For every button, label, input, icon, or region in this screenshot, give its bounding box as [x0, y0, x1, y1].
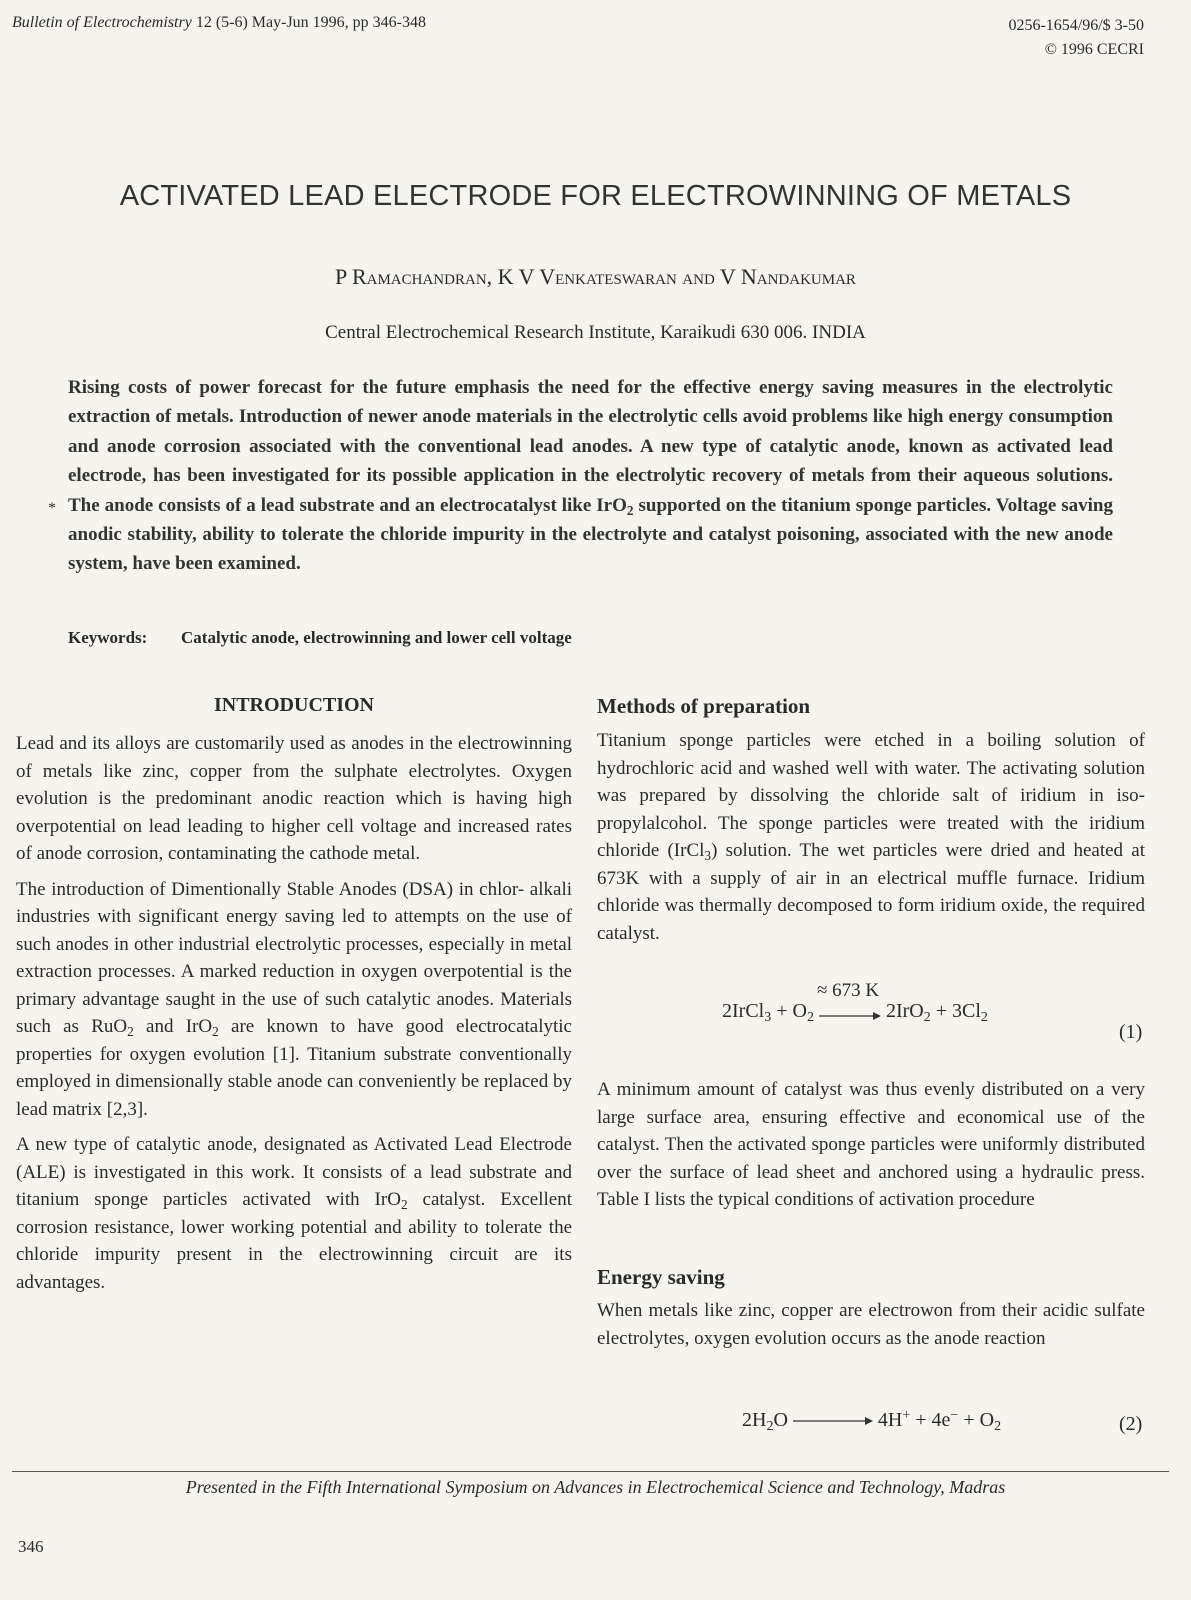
- issn-block: [1008, 14, 1144, 62]
- journal-citation: [12, 14, 426, 32]
- eq1-lhs1: 2IrCl: [722, 1000, 765, 1022]
- methods-p1-text-a: Titanium sponge particles were etched in a boiling solution of hydrochloric acid and washed well with water. The activating solution was prepared by dissolving the chloride salt of iridium in iso-propylalcohol. The sponge particles were treated with the iridium chloride (IrCl: [597, 730, 1145, 861]
- abstract-subscript: 2: [626, 502, 634, 518]
- methods-paragraph-1: [597, 727, 1145, 947]
- issn-price: 0256-1654/96/$ 3-50: [1008, 17, 1144, 34]
- eq1-lhs1-sub: 3: [764, 1010, 772, 1025]
- eq1-rhs1: 2IrO: [885, 1000, 924, 1022]
- intro-paragraph-3: [16, 1131, 572, 1296]
- abstract-part-1: Rising costs of power forecast for the future emphasis the need for the effective energy saving measures in the electrolytic extraction of metals. Introduction of newer anode materials in the electrolytic cells avoid problems like high energy consumption and anode corrosion associated with the conventional lead anodes. A new type of catalytic anode, known as activated lead electrode, has been investigated for its possible application in the electrolytic recovery of metals from their aqueous solutions. The anode consists of a lead substrate and an electrocatalyst like IrO: [68, 377, 1113, 516]
- intro-p2-sub-b: 2: [212, 1024, 219, 1039]
- keywords-text: Catalytic anode, electrowinning and lower cell voltage: [181, 628, 572, 647]
- authors: P Ramachandran, K V Venkateswaran and V Nandakumar: [335, 264, 856, 289]
- equation-1-number: (1): [1119, 1021, 1143, 1043]
- eq2-rhs2-sup: −: [950, 1408, 959, 1423]
- eq2-rhs2: + 4e: [910, 1409, 951, 1431]
- paper-title: ACTIVATED LEAD ELECTRODE FOR ELECTROWINNING OF METALS: [119, 180, 1072, 212]
- energy-paragraph-1: When metals like zinc, copper are electrowon from their acidic sulfate electrolytes, oxygen evolution occurs as the anode reaction: [597, 1300, 1145, 1349]
- intro-p3-text-b: catalyst. Excellent corrosion resistance, lower working potential and ability to tolerate the chloride impurity present in the electrowinning circuit are its advantages.: [16, 1189, 572, 1293]
- methods-p1-sub: 3: [704, 848, 712, 863]
- eq2-lhs-end: O: [773, 1409, 788, 1431]
- journal-volume-pages: 12 (5-6) May-Jun 1996, pp 346-348: [195, 14, 427, 31]
- equation-2: [742, 1409, 1001, 1432]
- equation-2-number: (2): [1119, 1413, 1143, 1435]
- intro-p2-sub-a: 2: [127, 1024, 134, 1039]
- intro-p3-sub: 2: [400, 1197, 408, 1212]
- intro-p3-text-a: A new type of catalytic anode, designated as Activated Lead Electrode (ALE) is investigated in this work. It consists of a lead substrate and titanium sponge particles activated with IrO: [16, 1134, 572, 1210]
- eq2-rhs3-sub: 2: [994, 1419, 1002, 1434]
- eq2-lhs: 2H: [742, 1409, 767, 1431]
- intro-paragraph-2: [16, 876, 572, 1124]
- equation-1: [722, 980, 988, 1025]
- introduction-column: [16, 730, 572, 1304]
- eq1-rhs1-sub: 2: [923, 1010, 931, 1025]
- intro-p2-text-a: The introduction of Dimentionally Stable Anodes (DSA) in chlor- alkali industries with significant energy saving led to attempts on the use of such anodes in other industrial electrolytic processes, especially in metal extraction processes. A marked reduction in oxygen overpotential is the primary advantage saught in the use of such catalytic anodes. Materials such as RuO: [16, 878, 572, 1037]
- page-number: 346: [18, 1537, 44, 1556]
- affiliation: Central Electrochemical Research Institute, Karaikudi 630 006. INDIA: [325, 322, 866, 343]
- eq1-lhs2-sub: 2: [806, 1010, 814, 1025]
- right-arrow-icon: [793, 1415, 873, 1427]
- eq2-rhs1-sup: +: [902, 1408, 911, 1423]
- copyright: © 1996 CECRI: [1044, 41, 1144, 58]
- methods-p1-text-b: ) solution. The wet particles were dried and heated at 673K with a supply of air in an electrical muffle furnace. Iridium chloride was thermally decomposed to form iridium oxide, the required catalyst.: [597, 840, 1145, 944]
- eq1-plus2: + 3Cl: [930, 1000, 981, 1022]
- right-arrow-icon: [819, 1010, 881, 1022]
- intro-p2-text-b: and IrO: [133, 1016, 213, 1037]
- keywords: [68, 628, 572, 648]
- abstract-part-2: supported on the titanium sponge particles. Voltage saving anodic stability, ability to tolerate the chloride impurity in the electrolyte and catalyst poisoning, associated with the new anode system, have been examined.: [68, 494, 1113, 575]
- keywords-label: Keywords:: [68, 628, 148, 647]
- footnote-divider: [12, 1471, 1169, 1472]
- methods-heading: Methods of preparation: [597, 694, 811, 718]
- eq2-rhs3: + O: [958, 1409, 995, 1431]
- eq1-rhs2-sub: 2: [980, 1010, 988, 1025]
- intro-paragraph-1: Lead and its alloys are customarily used as anodes in the electrowinning of metals like zinc, copper from the sulphate electrolytes. Oxygen evolution is the predominant anodic reaction which is having high overpotential on lead leading to higher cell voltage and increased rates of anode corrosion, contaminating the cathode metal.: [16, 733, 572, 864]
- footnote: Presented in the Fifth International Symposium on Advances in Electrochemical Science and Technology, Madras: [185, 1477, 1006, 1497]
- eq2-rhs1: 4H: [877, 1409, 903, 1431]
- intro-p2-text-c: are known to have good electrocatalytic properties for oxygen evolution [1]. Titanium substrate conventionally employed in dimensionally stable anode can conveniently be replaced by lead matrix [2,3].: [16, 1016, 572, 1120]
- abstract: [68, 373, 1113, 579]
- eq2-lhs-sub: 2: [766, 1419, 774, 1434]
- eq1-plus1: + O: [771, 1000, 807, 1022]
- margin-mark: *: [48, 500, 56, 517]
- methods-paragraph-2: A minimum amount of catalyst was thus evenly distributed on a very large surface area, ensuring effective and economical use of the catalyst. Then the activated sponge particles were uniformly distributed over the surface of lead sheet and anchored using a hydraulic press. Table I lists the typical conditions of activation procedure: [597, 1079, 1145, 1210]
- eq1-condition: ≈ 673 K: [816, 980, 880, 1002]
- eq1-arrow: [816, 980, 881, 1022]
- introduction-heading: INTRODUCTION: [213, 694, 375, 716]
- energy-heading: Energy saving: [597, 1265, 725, 1289]
- journal-name: Bulletin of Electrochemistry: [12, 14, 192, 31]
